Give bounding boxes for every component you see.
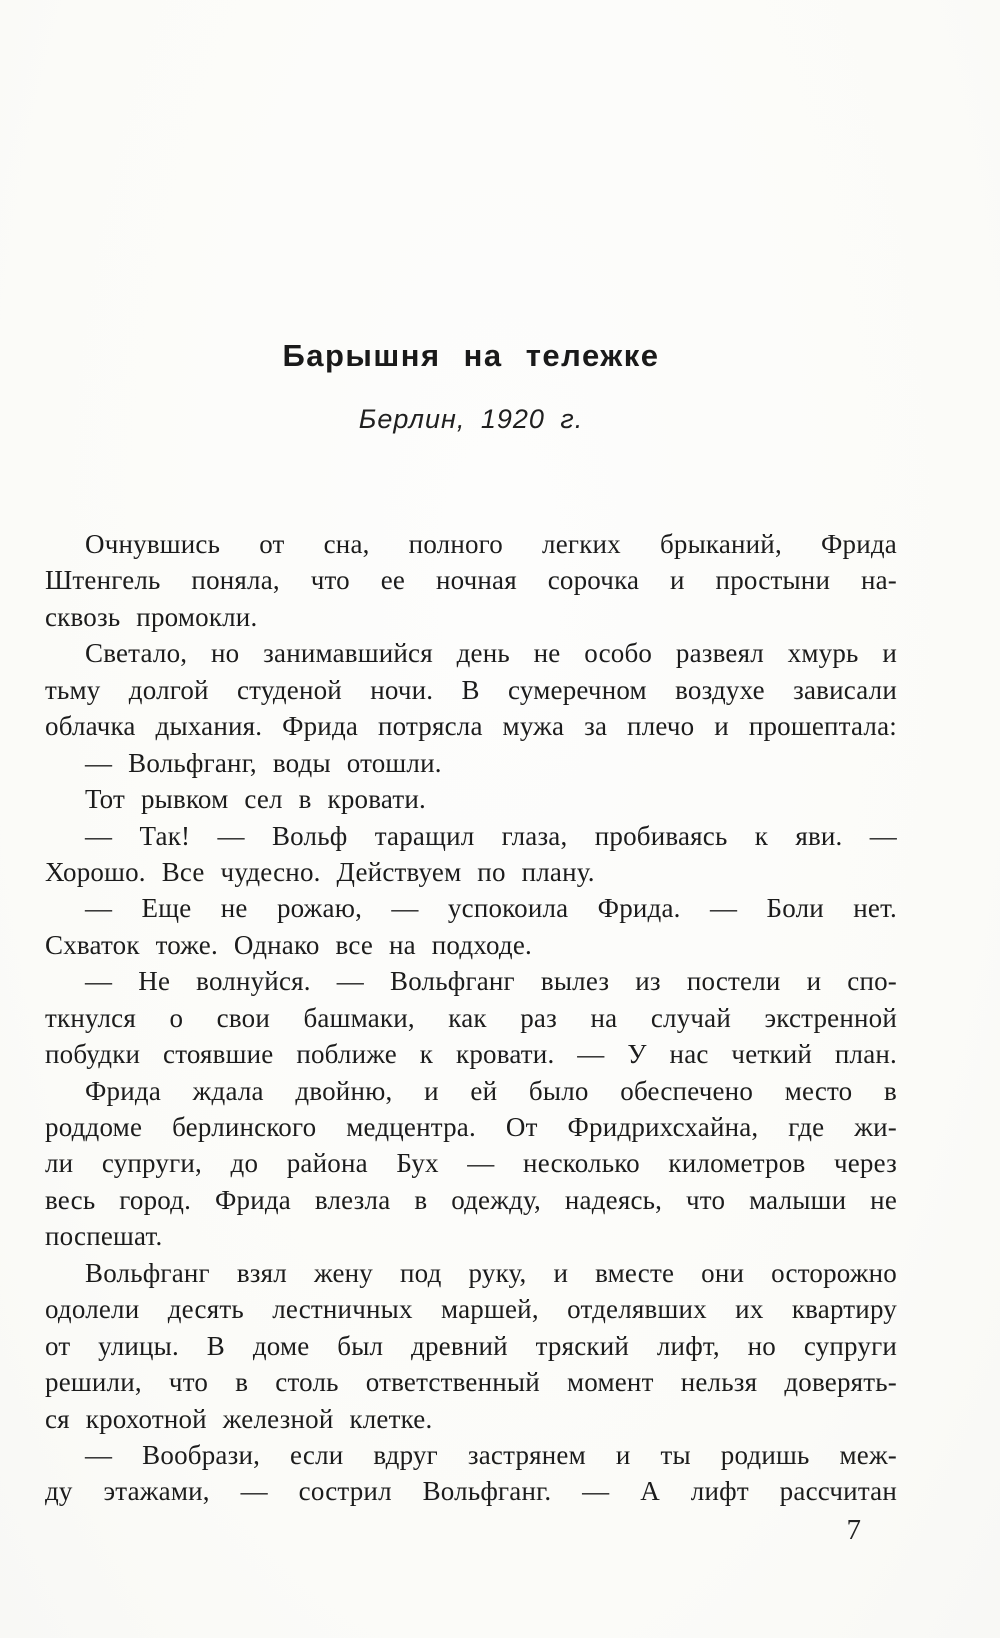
text-line: весь город. Фрида влезла в одежду, надеясь, что малыши не <box>45 1184 897 1215</box>
text-line: — Еще не рожаю, — успокоила Фрида. — Боли нет. <box>85 893 897 924</box>
text-line: — Вольфганг, воды отошли. <box>85 747 442 778</box>
text-line: облачка дыхания. Фрида потрясла мужа за плечо и прошептала: <box>45 711 897 742</box>
text-line: ли супруги, до района Бух — несколько километров через <box>45 1148 897 1179</box>
text-line: — Так! — Вольф таращил глаза, пробиваясь к яви. — <box>85 820 897 851</box>
text-line: одолели десять лестничных маршей, отделявших их квартиру <box>45 1294 897 1325</box>
body-text <box>45 526 897 1510</box>
text-line: Тот рывком сел в кровати. <box>85 784 426 815</box>
text-line: тьму долгой студеной ночи. В сумеречном воздухе зависали <box>45 674 897 705</box>
chapter-subtitle: Берлин, 1920 г. <box>358 404 584 434</box>
text-line: роддоме берлинского медцентра. От Фридрихсхайна, где жи- <box>45 1112 897 1142</box>
text-line: Хорошо. Все чудесно. Действуем по плану. <box>45 856 595 887</box>
text-line: сквозь промокли. <box>45 601 258 632</box>
text-line: Фрида ждала двойню, и ей было обеспечено место в <box>85 1075 897 1106</box>
text-line: от улицы. В доме был древний тряский лифт, но супруги <box>45 1330 897 1361</box>
text-line: ду этажами, — сострил Вольфганг. — А лифт рассчитан <box>45 1476 897 1507</box>
text-line: — Не волнуйся. — Вольфганг вылез из постели и спо- <box>85 966 897 997</box>
text-line: Штенгель поняла, что ее ночная сорочка и простыни на- <box>45 565 897 596</box>
text-line: ткнулся о свои башмаки, как раз на случай экстренной <box>45 1002 897 1033</box>
chapter-title: Барышня на тележке <box>282 338 660 373</box>
text-line: Светало, но занимавшийся день не особо развеял хмурь и <box>85 638 897 669</box>
text-line: Вольфганг взял жену под руку, и вместе они осторожно <box>85 1257 897 1288</box>
text-line: ся крохотной железной клетке. <box>45 1403 433 1434</box>
page-number: 7 <box>846 1514 861 1546</box>
text-line: Очнувшись от сна, полного легких брыканий, Фрида <box>85 529 897 559</box>
text-line: побудки стоявшие поближе к кровати. — У нас четкий план. <box>45 1039 897 1070</box>
text-line: Схваток тоже. Однако все на подходе. <box>45 929 532 960</box>
text-line: решили, что в столь ответственный момент нельзя доверять- <box>45 1367 897 1398</box>
text-line: — Вообрази, если вдруг застрянем и ты родишь меж- <box>85 1439 897 1470</box>
text-line: поспешат. <box>45 1221 163 1252</box>
